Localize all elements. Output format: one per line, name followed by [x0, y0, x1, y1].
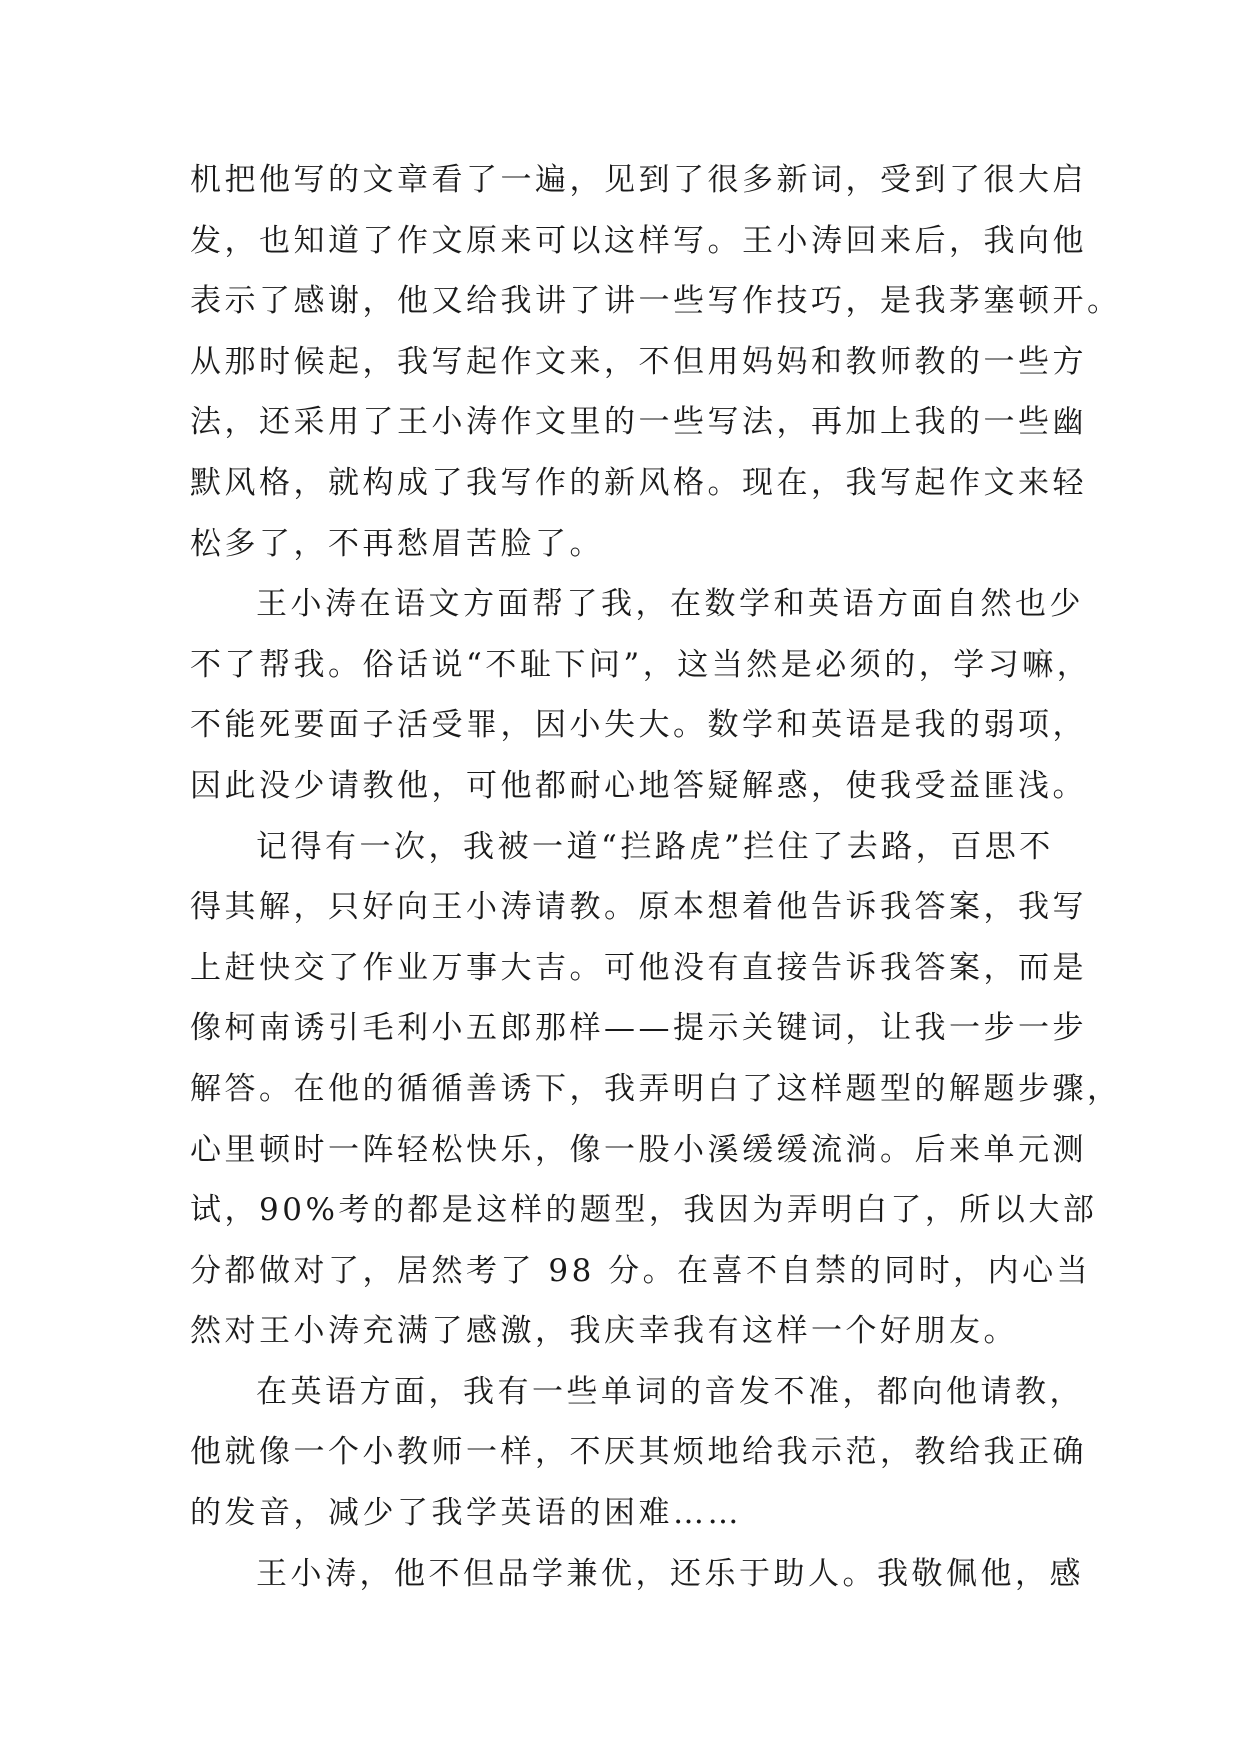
text-line: 松多了，不再愁眉苦脸了。: [190, 525, 604, 562]
text-line: 得其解，只好向王小涛请教。原本想着他告诉我答案，我写: [190, 889, 1087, 926]
text-line: 从那时候起，我写起作文来，不但用妈妈和教师教的一些方: [190, 343, 1087, 380]
text-line: 不了帮我。俗话说“不耻下问”，这当然是必须的，学习嘛，: [190, 646, 1092, 683]
essay-body: [190, 150, 1122, 1604]
text-line: 他就像一个小教师一样，不厌其烦地给我示范，教给我正确: [190, 1434, 1087, 1471]
text-line: 不能死要面子活受罪，因小失大。数学和英语是我的弱项，: [190, 707, 1087, 744]
text-line: 因此没少请教他，可他都耐心地答疑解惑，使我受益匪浅。: [190, 767, 1087, 804]
text-line: 解答。在他的循循善诱下，我弄明白了这样题型的解题步骤，: [190, 1070, 1122, 1107]
paragraph-first-line: 在英语方面，我有一些单词的音发不准，都向他请教，: [256, 1373, 1084, 1410]
paragraph-first-line: 王小涛，他不但品学兼优，还乐于助人。我敬佩他，感: [256, 1555, 1084, 1592]
text-line: 发，也知道了作文原来可以这样写。王小涛回来后，我向他: [190, 222, 1087, 259]
text-line: 心里顿时一阵轻松快乐，像一股小溪缓缓流淌。后来单元测: [190, 1131, 1087, 1168]
text-line: 分都做对了，居然考了 98 分。在喜不自禁的同时，内心当: [190, 1252, 1092, 1289]
text-line: 像柯南诱引毛利小五郎那样——提示关键词，让我一步一步: [190, 1010, 1087, 1047]
paragraph-first-line: 记得有一次，我被一道“拦路虎”拦住了去路，百思不: [256, 828, 1054, 865]
text-line: 法，还采用了王小涛作文里的一些写法，再加上我的一些幽: [190, 404, 1087, 441]
text-line: 机把他写的文章看了一遍，见到了很多新词，受到了很大启: [190, 162, 1087, 198]
paragraph-first-line: 王小涛在语文方面帮了我，在数学和英语方面自然也少: [256, 586, 1084, 623]
text-line: 默风格，就构成了我写作的新风格。现在，我写起作文来轻: [190, 464, 1087, 501]
text-line: 试，90%考的都是这样的题型，我因为弄明白了，所以大部: [190, 1192, 1098, 1229]
text-line: 表示了感谢，他又给我讲了讲一些写作技巧，是我茅塞顿开。: [190, 283, 1122, 320]
text-line: 上赶快交了作业万事大吉。可他没有直接告诉我答案，而是: [190, 949, 1087, 986]
text-line: 然对王小涛充满了感激，我庆幸我有这样一个好朋友。: [190, 1313, 1018, 1350]
text-line: 的发音，减少了我学英语的困难……: [190, 1495, 742, 1532]
